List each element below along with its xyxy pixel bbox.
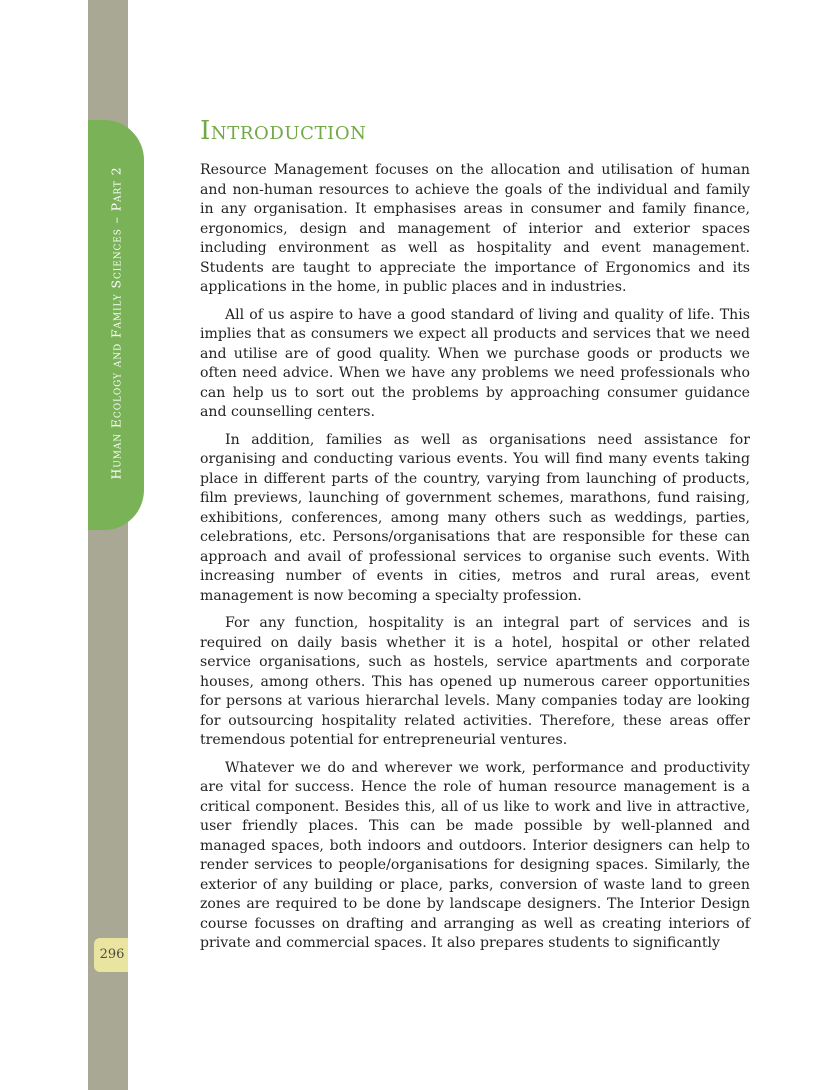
- paragraph-interior-design: Whatever we do and wherever we work, performance and productivity are vital for success. Hence the role of human resource management is a critical component. Besides this, all of us like to work and live in attractive, user friendly places. This can be made possible by well-planned and managed spaces, both indoors and outdoors. Interior designers can help to render services to people/organisations for designing spaces. Similarly, the exterior of any building or place, parks, conversion of waste land to green zones are required to be done by landscape designers. The Interior Design course focusses on drafting and arranging as well as creating interiors of private and commercial spaces. It also prepares students to significantly: [200, 759, 750, 951]
- paragraph-resource-management: Resource Management focuses on the allocation and utilisation of human and non-human resources to achieve the goals of the individual and family in any organisation. It emphasises areas in consumer and family finance, ergonomics, design and management of interior and exterior spaces including environment as well as hospitality and event management. Students are taught to appreciate the importance of Ergonomics and its applications in the home, in public places and in industries.: [200, 162, 750, 295]
- section-title: Introduction: [200, 116, 367, 146]
- paragraph-standard-of-living: All of us aspire to have a good standard of living and quality of life. This implies that as consumers we expect all products and services that we need and utilise are of good quality. When we purchase goods or products we often need advice. When we have any problems we need professionals who can help us to sort out the problems by approaching consumer guidance and counselling centers.: [200, 306, 750, 420]
- paragraph-hospitality: For any function, hospitality is an integral part of services and is required on daily basis whether it is a hotel, hospital or other related service organisations, such as hostels, service apartments and corporate houses, among others. This has opened up numerous career opportunities for persons at various hierarchal levels. Many companies today are looking for outsourcing hospitality related activities. Therefore, these areas offer tremendous potential for entrepreneurial ventures.: [200, 615, 750, 748]
- page-number: 296: [99, 947, 125, 962]
- paragraph-event-management: In addition, families as well as organisations need assistance for organising and conducting various events. You will find many events taking place in different parts of the country, varying from launching of products, film previews, launching of government schemes, marathons, fund raising, exhibitions, conferences, among many others such as weddings, parties, celebrations, etc. Persons/organisations that are responsible for these can approach and avail of professional services to organise such events. With increasing number of events in cities, metros and rural areas, event management is now becoming a specialty profession.: [200, 431, 750, 604]
- book-running-title: Human Ecology and Family Sciences – Part 2: [108, 166, 124, 480]
- main-content: [200, 110, 750, 962]
